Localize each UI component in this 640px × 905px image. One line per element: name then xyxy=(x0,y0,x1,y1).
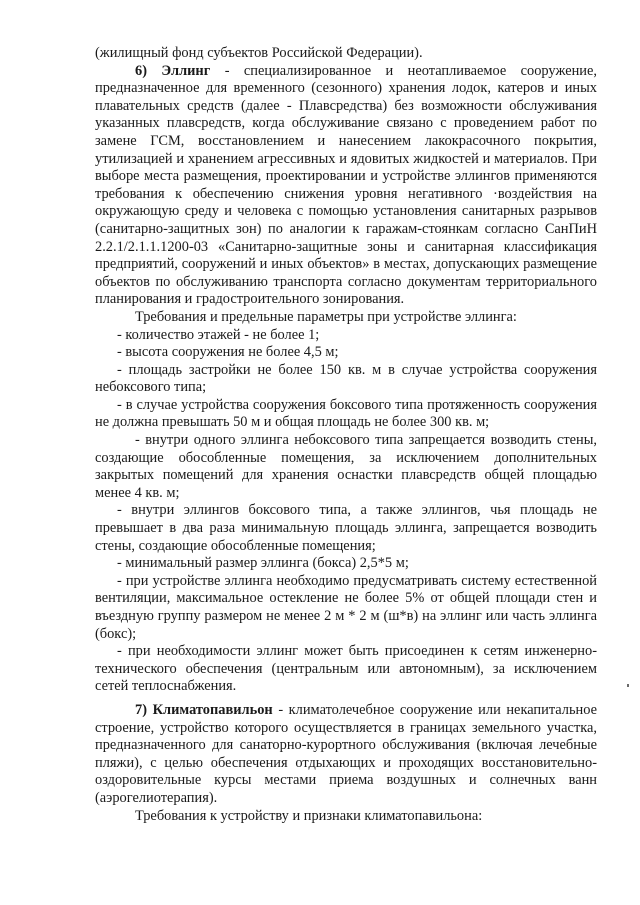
list-item: - при устройстве эллинга необходимо предусматривать систему естественной вентиляции, максимальное остекление не более 5% от общей площади стен и въездную группу размером не менее 2 м * 2 м (ш*в) на эллинг или часть эллинга (бокс); xyxy=(95,572,597,642)
list-item: - количество этажей - не более 1; xyxy=(117,326,320,343)
section-6-paragraph xyxy=(95,63,597,309)
list-item: - внутри эллингов боксового типа, а также эллингов, чья площадь не превышает в два раза минимальную площадь эллинга, запрещается возводить стены, создающие обособленные помещения; xyxy=(95,502,597,554)
section-7-paragraph xyxy=(95,702,597,808)
list-item: - внутри одного эллинга небоксового типа запрещается возводить стены, создающие обособленные помещения, за исключением дополнительных закрытых помещений для хранения оснастки плавсредств общей площадью менее 4 кв. м; xyxy=(95,432,597,501)
list-item: - при необходимости эллинг может быть присоединен к сетям инженерно-технического обеспечения (центральным или автономным), за исключением сетей теплоснабжения. xyxy=(95,643,597,695)
section-6-definition: - специализированное и неотапливаемое сооружение, предназначенное для временного (сезонного) хранения лодок, катеров и иных плавательных средств (далее - Плавсредства) без возможности обслуживания указанных плавсредств, когда обслуживание связано с проведением работ по замене ГСМ, восстановлением и нанесением лакокрасочного покрытия, утилизацией и хранением агрессивных и ядовитых жидкостей и материалов. При выборе места размещения, проектировании и устройстве эллингов применяются требования к обеспечению снижения уровня негативного ·воздействия на окружающую среду и человека с помощью установления санитарных разрывов (санитарно-защитных зон) по аналогии к гаражам-стоянкам согласно СанПиН 2.2.1/2.1.1.1200-03 «Санитарно-защитные зоны и санитарная классификация предприятий, сооружений и иных объектов» в местах, допускающих размещение объектов по обслуживанию транспорта согласно документам территориального планирования и градостроительного зонирования. xyxy=(95,62,597,308)
list-item: - площадь застройки не более 150 кв. м в случае устройства сооружения небоксового типа; xyxy=(95,361,597,396)
requirements-heading: Требования и предельные параметры при устройстве эллинга: xyxy=(135,308,517,325)
document-body xyxy=(95,45,597,825)
intro-line: (жилищный фонд субъектов Российской Федерации). xyxy=(95,45,423,61)
section-6-term: Эллинг xyxy=(161,62,211,79)
section-7-requirements-heading: Требования к устройству и признаки климатопавильона: xyxy=(135,807,483,824)
list-item: - минимальный размер эллинга (бокса) 2,5*5 м; xyxy=(117,555,409,572)
section-7-definition: - климатолечебное сооружение или некапитальное строение, устройство которого осуществляется в границах земельного участка, предназначенного для санаторно-курортного обслуживания (включая лечебные пляжи), с целью обеспечения отдыхающих и проходящих восстановительно-оздоровительные курсы местами приема воздушных и солнечных ванн (аэрогелиотерапия). xyxy=(95,701,597,806)
section-6-number: 6) xyxy=(135,62,147,79)
section-7-number: 7) xyxy=(135,701,147,718)
list-item: - высота сооружения не более 4,5 м; xyxy=(117,344,339,361)
requirements-list xyxy=(95,327,597,696)
scan-mark xyxy=(627,684,629,687)
section-7-term: Климатопавильон xyxy=(152,701,273,718)
list-item: - в случае устройства сооружения боксового типа протяженность сооружения не должна превышать 50 м и общая площадь не более 300 кв. м; xyxy=(95,396,597,431)
